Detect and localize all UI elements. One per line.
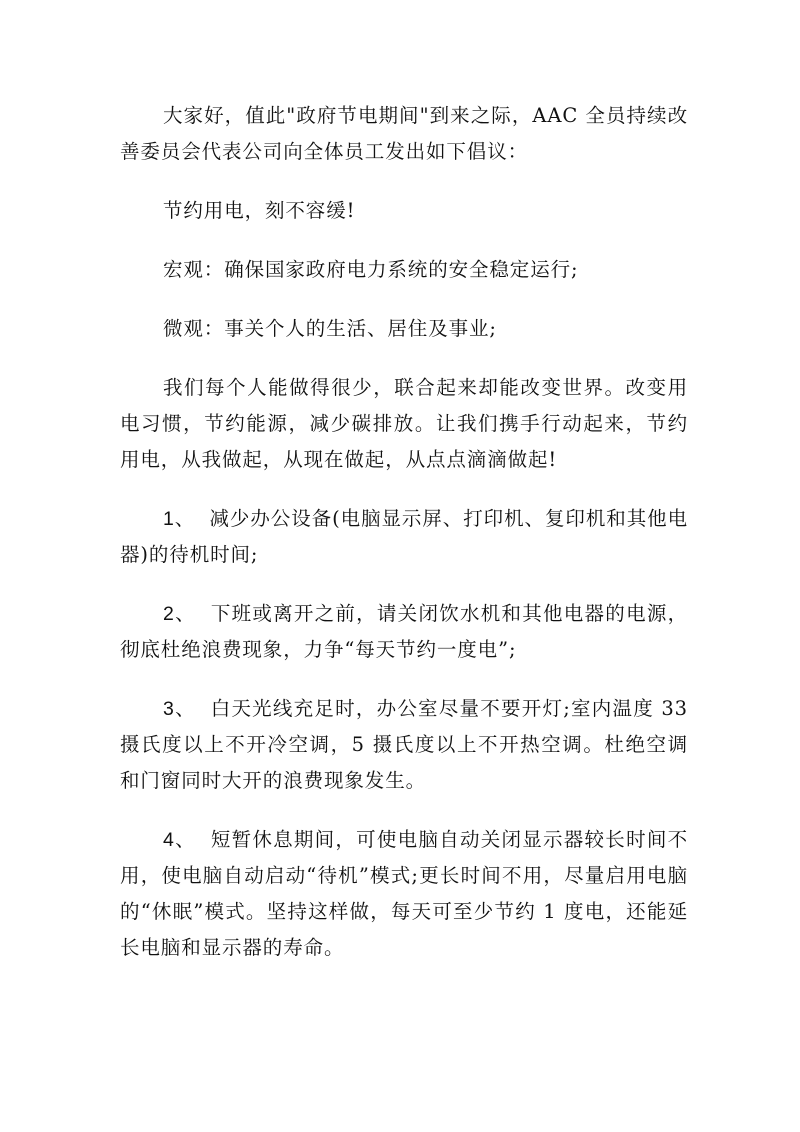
call-to-action-paragraph: 我们每个人能做得很少，联合起来却能改变世界。改变用电习惯，节约能源，减少碳排放。让我们携手行动起来，节约用电，从我做起，从现在做起，从点点滴滴做起! [120, 376, 688, 471]
macro-paragraph: 宏观：确保国家政府电力系统的安全稳定运行; [163, 258, 579, 281]
list-item-1 [120, 501, 688, 573]
list-item-text: 短暂休息期间，可使电脑自动关闭显示器较长时间不用，使电脑自动启动“待机”模式;更长时间不用，尽量启用电脑的“休眠”模式。坚持这样做，每天可至少节约 1 度电，还能延长电脑和显示器的寿命。 [120, 828, 688, 959]
list-item-number: 1、 [163, 508, 196, 530]
list-item-3 [120, 691, 688, 799]
list-item-2 [120, 596, 688, 668]
list-item-number: 3、 [163, 698, 196, 720]
greeting-paragraph: 大家好，值此"政府节电期间"到来之际，AAC 全员持续改善委员会代表公司向全体员工发出如下倡议： [120, 104, 688, 163]
micro-paragraph: 微观：事关个人的生活、居住及事业; [163, 317, 497, 340]
list-item-text: 下班或离开之前，请关闭饮水机和其他电器的电源，彻底杜绝浪费现象，力争“每天节约一度电”; [120, 602, 688, 661]
list-item-number: 4、 [163, 829, 196, 851]
list-item-text: 白天光线充足时，办公室尽量不要开灯;室内温度 33 摄氏度以上不开冷空调，5 摄氏度以上不开热空调。杜绝空调和门窗同时大开的浪费现象发生。 [120, 697, 688, 792]
document-page [120, 98, 688, 989]
list-item-text: 减少办公设备(电脑显示屏、打印机、复印机和其他电器)的待机时间; [120, 507, 688, 566]
list-item-number: 2、 [163, 603, 196, 625]
list-item-4 [120, 822, 688, 966]
slogan-paragraph: 节约用电，刻不容缓! [163, 199, 356, 222]
